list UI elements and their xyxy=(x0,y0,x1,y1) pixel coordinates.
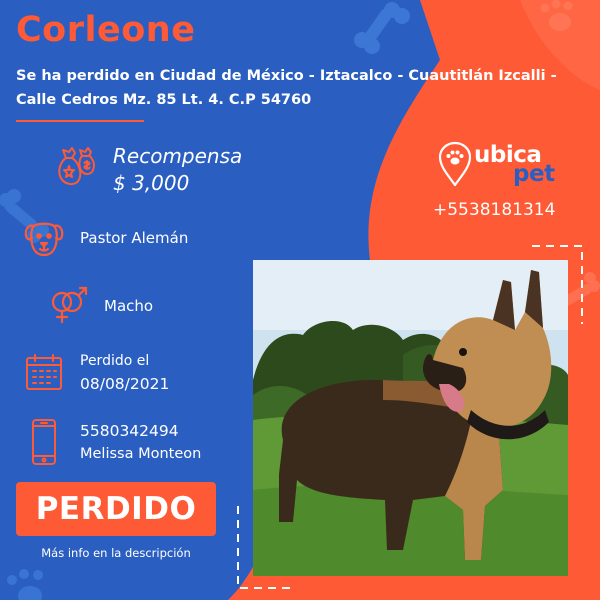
lost-status-badge: PERDIDO xyxy=(16,482,216,536)
contact-phone: 5580342494 xyxy=(80,422,179,440)
lost-date-label: Perdido el xyxy=(80,353,150,369)
lost-location: Se ha perdido en Ciudad de México - Iztacalco - Cuautitlán Izcalli - Calle Cedros Mz. 85 Lt. 4. C.P 54760 xyxy=(16,68,557,108)
paw-print-icon xyxy=(7,569,43,600)
contact-name: Melissa Monteon xyxy=(80,446,202,462)
brand-phone: +5538181314 xyxy=(433,200,556,220)
calendar-icon xyxy=(24,352,64,392)
dog-face-icon xyxy=(22,216,66,260)
mobile-phone-icon xyxy=(30,418,58,466)
pet-name: Corleone xyxy=(16,10,196,50)
money-bag-icon xyxy=(52,142,100,190)
sex: Macho xyxy=(104,297,154,315)
ubica-pet-logo xyxy=(437,140,562,188)
gender-icon xyxy=(44,284,92,328)
logo-ubica-text: ubica xyxy=(474,142,542,168)
reward-label: Recompensa xyxy=(113,144,243,168)
more-info-note: Más info en la descripción xyxy=(41,546,191,560)
breed: Pastor Alemán xyxy=(80,229,189,247)
bone-icon xyxy=(354,2,410,54)
logo-pet-text: pet xyxy=(513,161,555,187)
divider xyxy=(16,120,144,122)
location-pin-paw-icon xyxy=(437,140,473,188)
dog-photo xyxy=(253,260,568,576)
lost-date: 08/08/2021 xyxy=(80,375,170,393)
reward-amount: $ 3,000 xyxy=(113,171,190,195)
